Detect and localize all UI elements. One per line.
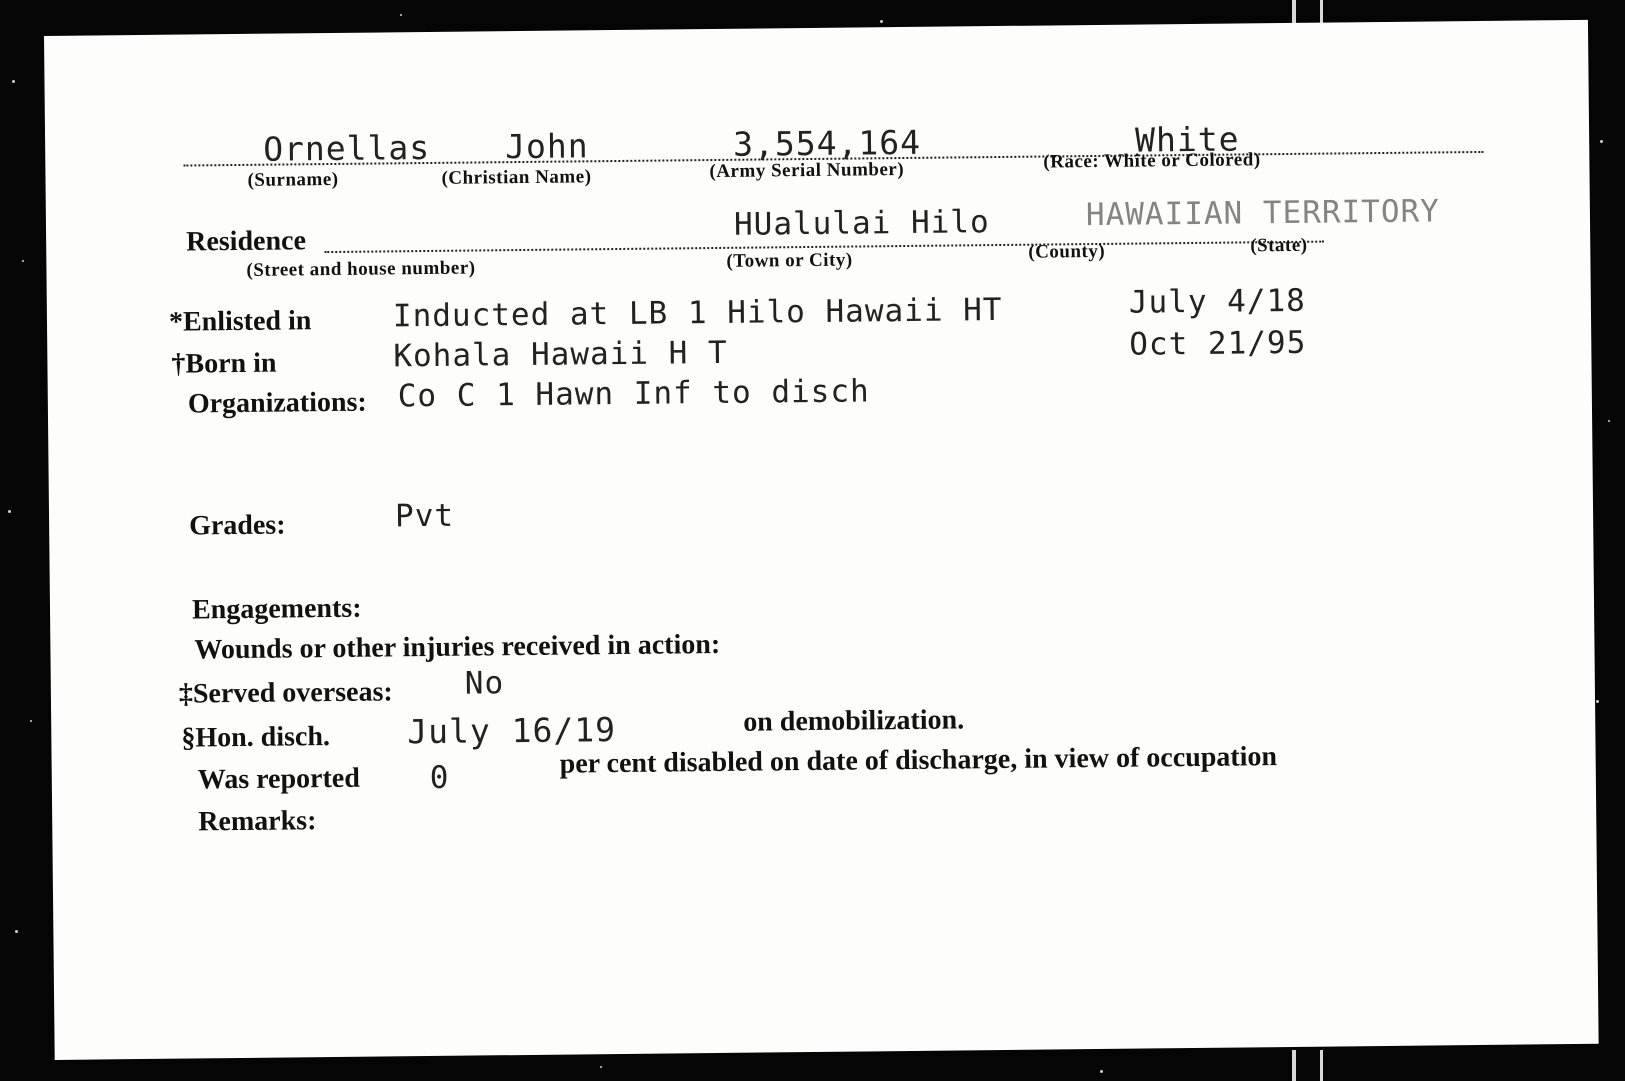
enlisted-label: *Enlisted in xyxy=(168,305,312,338)
born-value: Kohala Hawaii H T xyxy=(393,334,728,375)
hon-disch-date: July 16/19 xyxy=(407,710,617,752)
state-caption: (State) xyxy=(1250,234,1308,257)
scan-noise xyxy=(1596,700,1599,703)
remarks-label: Remarks: xyxy=(198,805,317,838)
scan-noise xyxy=(8,510,11,513)
born-label: †Born in xyxy=(171,347,277,380)
residence-state-value: HAWAIIAN TERRITORY xyxy=(1085,193,1441,234)
scan-noise xyxy=(400,14,402,16)
scan-noise xyxy=(880,20,883,23)
served-overseas-value: No xyxy=(464,665,505,702)
disability-text: per cent disabled on date of discharge, in view of occupation xyxy=(559,741,1278,780)
county-caption: (County) xyxy=(1028,240,1106,263)
surname-value: Ornellas xyxy=(262,127,431,169)
demobilization-text: on demobilization. xyxy=(743,704,965,738)
scan-noise xyxy=(1100,1070,1103,1073)
wounds-label: Wounds or other injuries received in action: xyxy=(194,628,721,666)
disability-percent-value: 0 xyxy=(429,759,450,796)
scan-edge-line xyxy=(1320,1050,1323,1081)
enlisted-value: Inducted at LB 1 Hilo Hawaii HT xyxy=(392,291,1003,335)
army-serial-number-value: 3,554,164 xyxy=(732,122,922,164)
scan-noise xyxy=(600,1066,602,1068)
engagements-label: Engagements: xyxy=(191,592,362,626)
organizations-label: Organizations: xyxy=(187,386,367,420)
town-caption: (Town or City) xyxy=(726,249,853,272)
organizations-value: Co C 1 Hawn Inf to disch xyxy=(397,373,870,415)
grades-value: Pvt xyxy=(394,497,455,535)
was-reported-label: Was reported xyxy=(197,762,360,796)
scan-noise xyxy=(1600,140,1603,143)
scan-noise xyxy=(22,260,24,262)
grades-label: Grades: xyxy=(188,509,286,542)
scan-noise xyxy=(12,80,15,83)
scan-noise xyxy=(15,930,18,933)
race-value: White xyxy=(1134,119,1240,160)
scan-edge-line xyxy=(1292,1050,1296,1081)
surname-caption: (Surname) xyxy=(247,168,339,191)
enlisted-date: July 4/18 xyxy=(1128,282,1307,321)
residence-town-value: HUalulai Hilo xyxy=(733,204,990,243)
scan-noise xyxy=(30,720,32,722)
serial-caption: (Army Serial Number) xyxy=(709,159,905,183)
service-record-card xyxy=(44,20,1599,1060)
hon-disch-label: §Hon. disch. xyxy=(181,721,331,754)
born-date: Oct 21/95 xyxy=(1129,324,1307,363)
christian-name-caption: (Christian Name) xyxy=(441,166,592,189)
residence-label: Residence xyxy=(186,225,307,258)
race-caption: (Race: White or Colored) xyxy=(1043,149,1261,173)
street-caption: (Street and house number) xyxy=(246,257,476,281)
scan-noise xyxy=(1608,420,1610,422)
served-overseas-label: ‡Served overseas: xyxy=(178,676,393,710)
christian-name-value: John xyxy=(504,126,589,167)
